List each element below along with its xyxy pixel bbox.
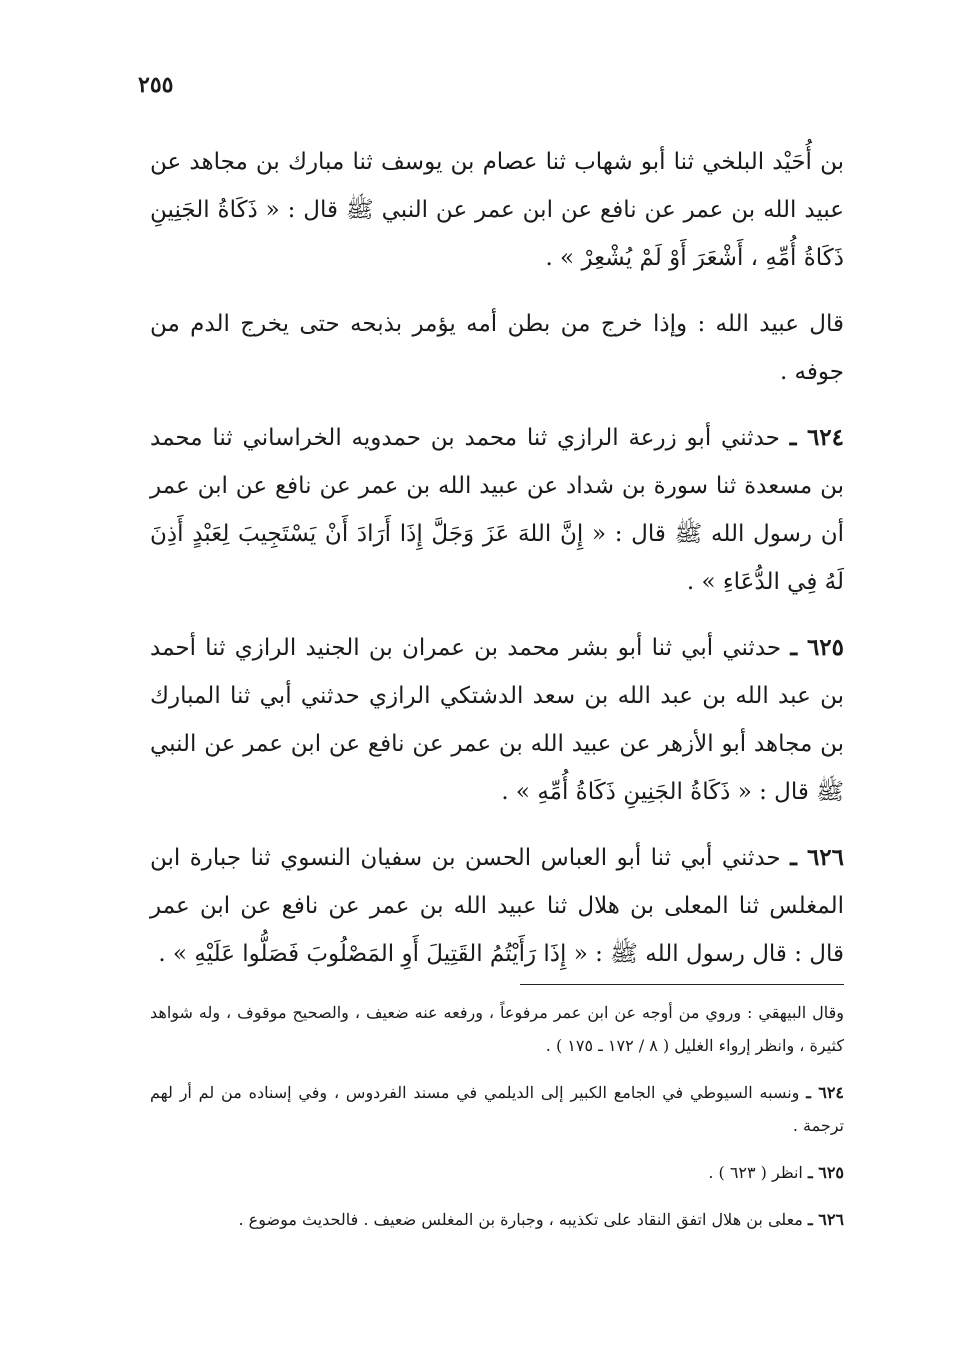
hadith-624 <box>150 414 844 606</box>
main-text <box>150 138 844 996</box>
footnote-text: ونسبه السيوطي في الجامع الكبير إلى الديلمي في مسند الفردوس ، وفي إسناده من لم أر لهم ترجمة . <box>150 1083 844 1135</box>
page-number: ٢٥٥ <box>138 72 174 98</box>
hadith-number: ٦٢٦ ـ <box>790 844 845 871</box>
paragraph-text: حدثني أبي ثنا أبو العباس الحسن بن سفيان النسوي ثنا جبارة ابن المغلس ثنا المعلى بن هلال ثنا عبيد الله بن عمر عن نافع عن ابن عمر قال : قال رسول الله ﷺ : « إِذَا رَأَيْتُمُ القَتِيلَ أَوِ المَصْلُوبَ فَصَلُّوا عَلَيْهِ » . <box>150 845 844 967</box>
paragraph-text: حدثني أبي ثنا أبو بشر محمد بن عمران بن الجنيد الرازي ثنا أحمد بن عبد الله بن عبد الله بن سعد الدشتكي الرازي حدثني أبي ثنا المبارك بن مجاهد أبو الأزهر عن عبيد الله بن عمر عن نافع عن ابن عمر عن النبي ﷺ قال : « ذَكَاةُ الجَنِينِ ذَكَاةُ أُمِّهِ » . <box>150 635 844 805</box>
footnote-626 <box>150 1203 844 1236</box>
hadith-number: ٦٢٤ ـ <box>789 424 845 451</box>
paragraph-commentary <box>150 300 844 396</box>
paragraph-continuation <box>150 138 844 282</box>
footnote-text: معلى بن هلال اتفق النقاد على تكذيبه ، وجبارة بن المغلس ضعيف . فالحديث موضوع . <box>238 1210 803 1229</box>
footnotes <box>150 996 844 1250</box>
paragraph-text: بن أُحَيْد البلخي ثنا أبو شهاب ثنا عصام بن يوسف ثنا مبارك بن مجاهد عن عبيد الله بن عمر عن نافع عن ابن عمر عن النبي ﷺ قال : « ذَكَاةُ الجَنِينِ ذَكَاةُ أُمِّهِ ، أَشْعَرَ أَوْ لَمْ يُشْعِرْ » . <box>150 149 844 271</box>
footnote-625 <box>150 1156 844 1189</box>
footnote-text: انظر ( ٦٢٣ ) . <box>708 1163 803 1182</box>
paragraph-text: حدثني أبو زرعة الرازي ثنا محمد بن حمدويه الخراساني ثنا محمد بن مسعدة ثنا سورة بن شداد عن عبيد الله بن عمر عن نافع عن ابن عمر أن رسول الله ﷺ قال : « إِنَّ اللهَ عَزَ وَجَلَّ إِذَا أَرَادَ أَنْ يَسْتَجِيبَ لِعَبْدٍ أَذِنَ لَهُ فِي الدُّعَاءِ » . <box>150 425 844 595</box>
footnote-number: ٦٢٦ ـ <box>807 1210 844 1229</box>
footnote-continuation <box>150 996 844 1062</box>
footnote-624 <box>150 1076 844 1142</box>
footnote-number: ٦٢٥ ـ <box>807 1163 844 1182</box>
hadith-number: ٦٢٥ ـ <box>790 634 845 661</box>
footnote-divider <box>520 984 844 985</box>
footnote-text: وقال البيهقي : وروي من أوجه عن ابن عمر مرفوعاً ، ورفعه عنه ضعيف ، والصحيح موقوف ، وله شواهد كثيرة ، وانظر إرواء الغليل ( ٨ / ١٧٢ ـ ١٧٥ ) . <box>150 1003 844 1055</box>
hadith-626 <box>150 834 844 978</box>
footnote-number: ٦٢٤ ـ <box>806 1083 844 1102</box>
hadith-625 <box>150 624 844 816</box>
paragraph-text: قال عبيد الله : وإذا خرج من بطن أمه يؤمر بذبحه حتى يخرج الدم من جوفه . <box>150 311 844 385</box>
